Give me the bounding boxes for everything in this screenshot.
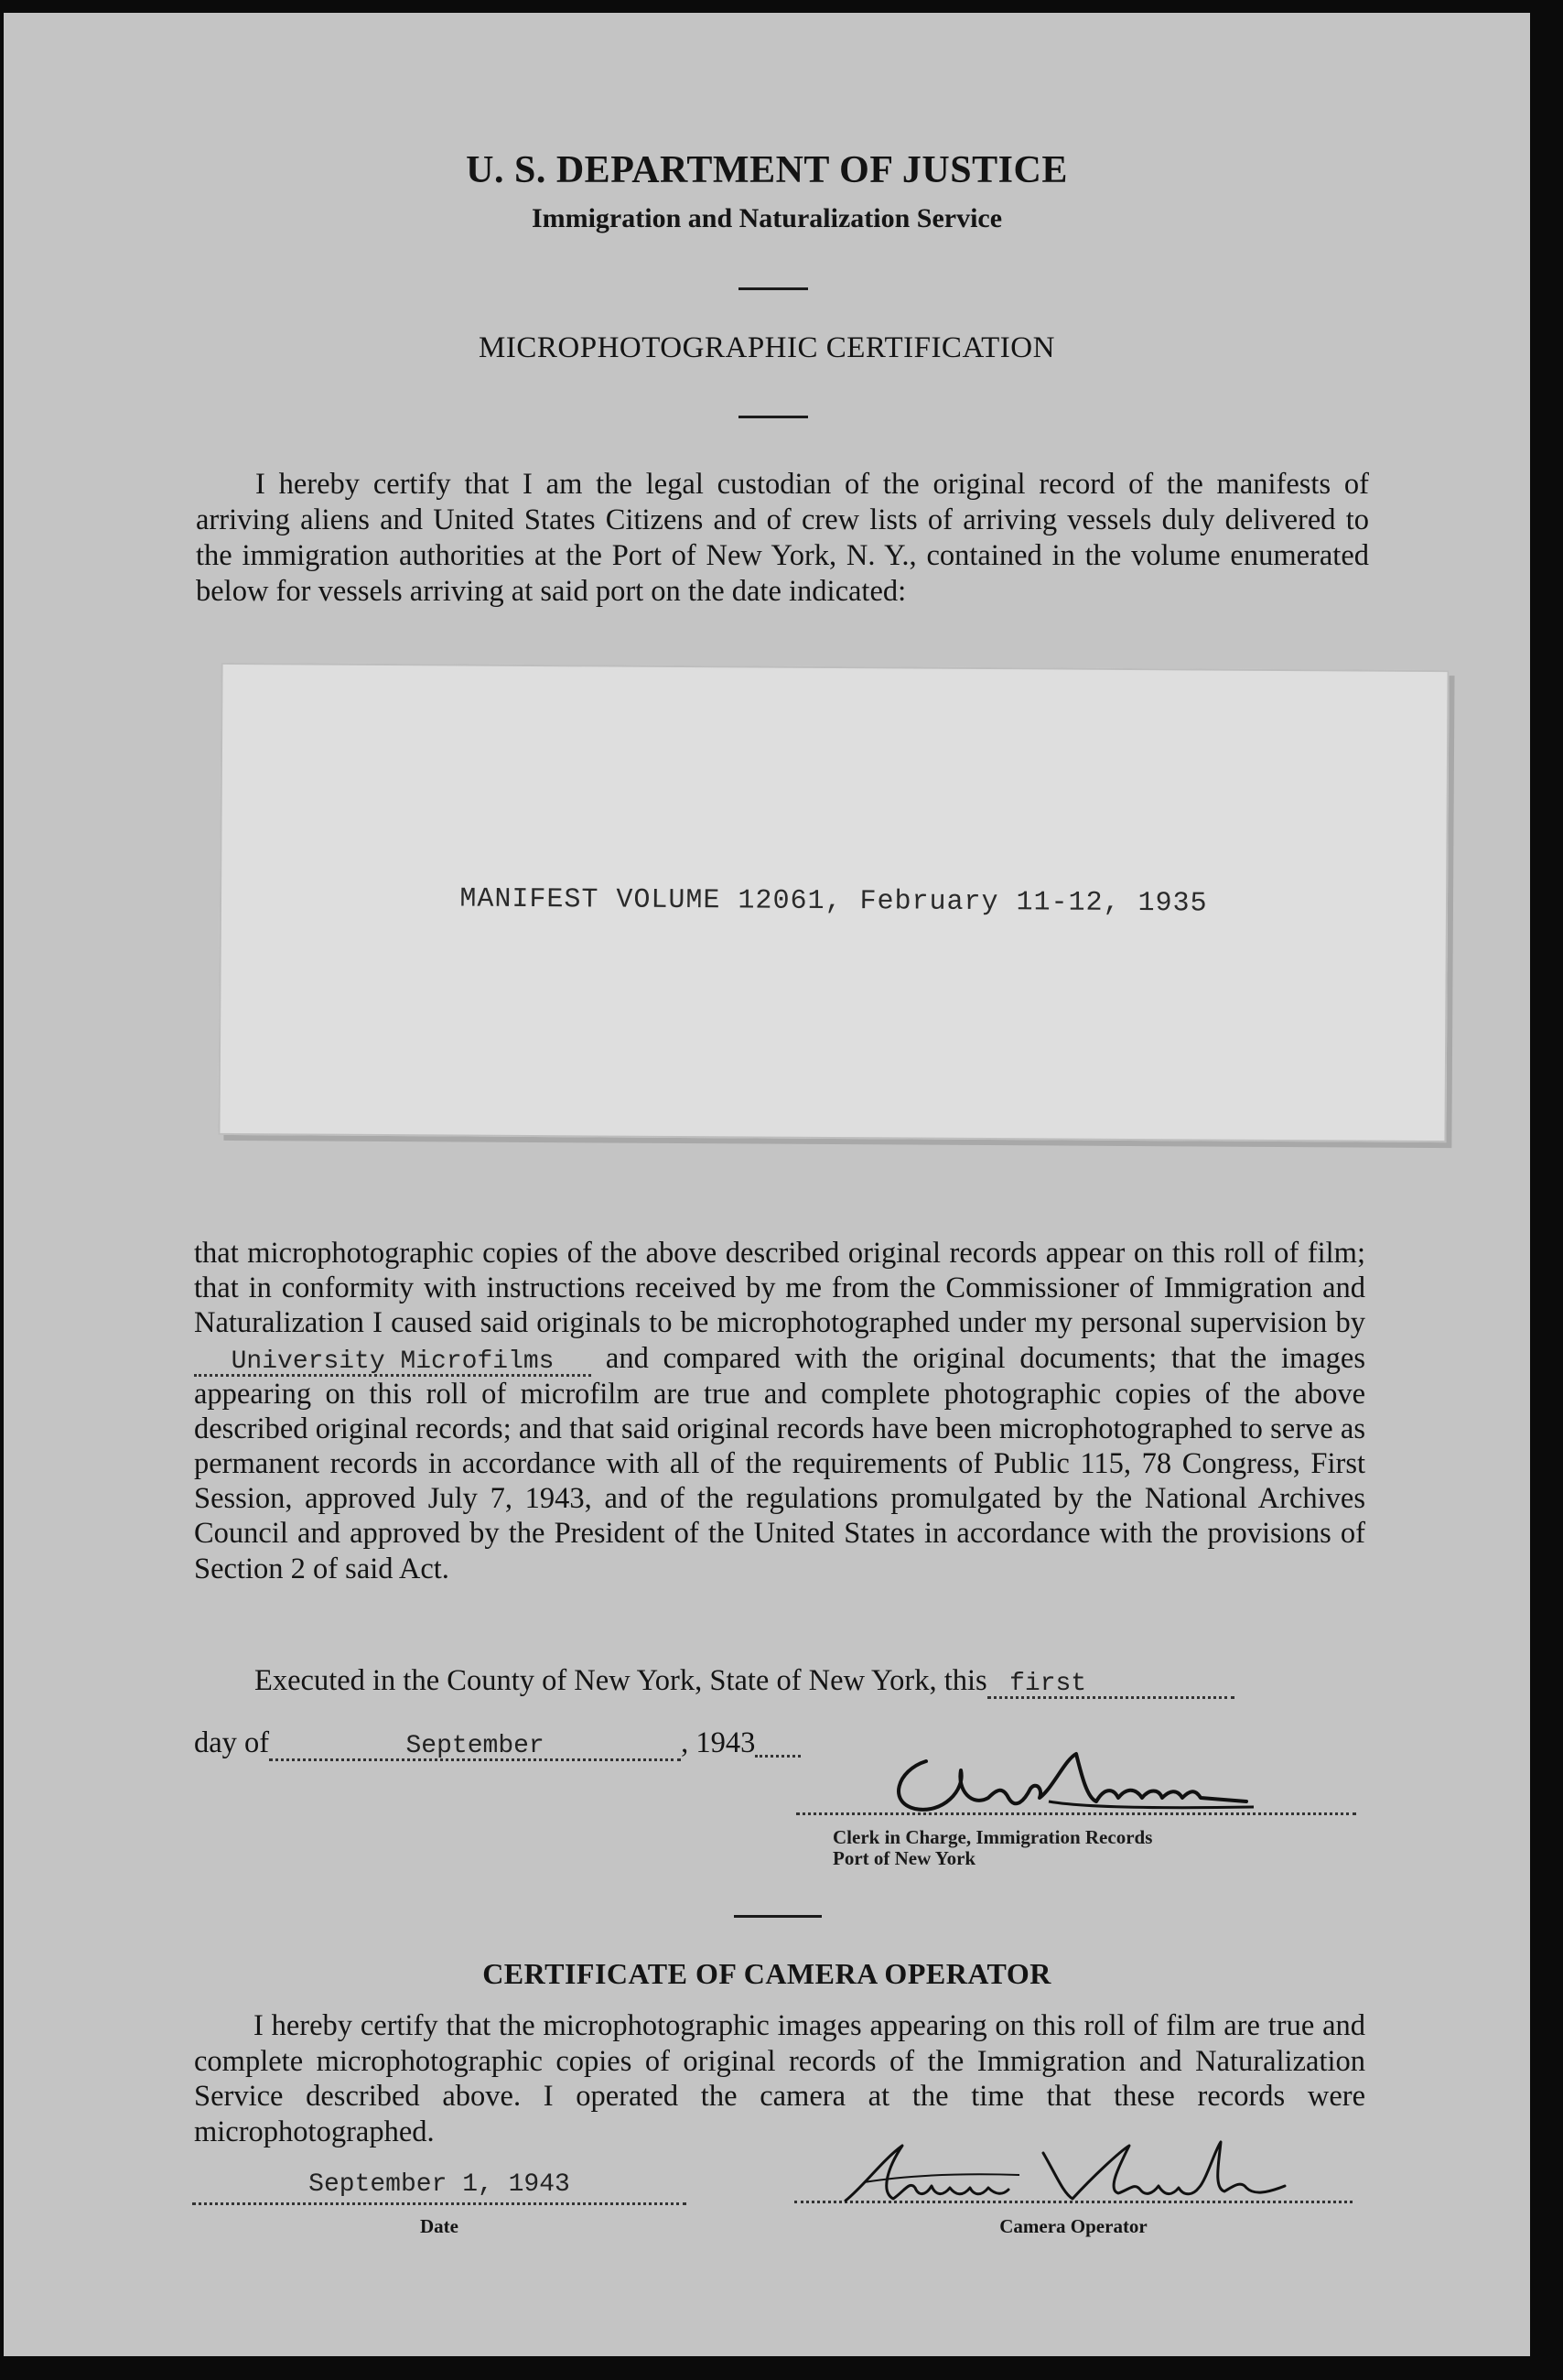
manifest-volume-label: MANIFEST VOLUME 12061, February 11-12, 1935 bbox=[459, 883, 1208, 920]
clerk-title-line1: Clerk in Charge, Immigration Records bbox=[833, 1826, 1153, 1848]
clerk-title-line2: Port of New York bbox=[833, 1847, 976, 1869]
camera-operator-paragraph bbox=[194, 2008, 1365, 2149]
date-label: Date bbox=[420, 2215, 458, 2237]
volume-label-card bbox=[218, 663, 1449, 1142]
executed-day-value: first bbox=[1009, 1670, 1087, 1698]
camera-operator-label: Camera Operator bbox=[999, 2215, 1148, 2237]
custodian-paragraph bbox=[196, 467, 1369, 610]
year-dots bbox=[755, 1731, 801, 1758]
divider-rule bbox=[738, 287, 808, 290]
microfilm-paragraph-text-before: that microphotographic copies of the above described original records appear on this roll of film; that in conformity with instructions received by me from the Commissioner of Immigration and Naturalization I caused said originals to be microphotographed under my personal supervision by bbox=[194, 1237, 1365, 1340]
day-of-prefix: day of bbox=[194, 1726, 270, 1759]
divider-rule bbox=[738, 416, 808, 418]
camera-operator-paragraph-text: I hereby certify that the microphotographic images appearing on this roll of film are true and complete microphotographic copies of original records of the Immigration and Naturalization Service described above. I operated the camera at the time that these records were microphotographed. bbox=[194, 2009, 1365, 2148]
executed-prefix: Executed in the County of New York, State of New York, this bbox=[254, 1664, 987, 1697]
microfilm-paragraph bbox=[194, 1236, 1365, 1586]
camera-operator-title: CERTIFICATE OF CAMERA OPERATOR bbox=[482, 1957, 1051, 1990]
operator-date-field bbox=[192, 2169, 686, 2205]
certification-title: MICROPHOTOGRAPHIC CERTIFICATION bbox=[479, 331, 1055, 364]
certificate-page bbox=[4, 13, 1530, 2356]
custodian-paragraph-text: I hereby certify that I am the legal custodian of the original record of the manifests of arriving aliens and United States Citizens and of crew lists of arriving vessels duly delivered to the immigration authorities at the Port of New York, N. Y., contained in the volume enumerated below for vessels arriving at said port on the date indicated: bbox=[196, 468, 1369, 608]
microfilm-paragraph-text-after: and compared with the original documents; that the images appearing on this roll of microfilm are true and complete photographic copies of the above described original records; and that said original records have been microphotographed to serve as permanent records in accordance with all of the requirements of Public 115, 78 Congress, First Session, approved July 7, 1943, and of the regulations promulgated by the National Archives Council and approved by the President of the United States in accordance with the provisions of Section 2 of said Act. bbox=[194, 1341, 1365, 1585]
executed-day-field bbox=[987, 1669, 1234, 1699]
department-heading: U. S. DEPARTMENT OF JUSTICE bbox=[466, 149, 1068, 191]
executed-line bbox=[254, 1664, 1234, 1699]
executed-month-field bbox=[269, 1731, 681, 1761]
operator-signature bbox=[827, 2135, 1321, 2208]
service-subheading: Immigration and Naturalization Service bbox=[531, 203, 1003, 233]
operator-date-value: September 1, 1943 bbox=[308, 2170, 570, 2199]
microfilm-company-field bbox=[194, 1347, 591, 1377]
executed-month-value: September bbox=[405, 1732, 544, 1760]
day-of-line bbox=[194, 1726, 801, 1761]
clerk-signature bbox=[869, 1734, 1272, 1825]
executed-year-value: , 1943 bbox=[681, 1726, 756, 1759]
microfilm-company-value: University Microfilms bbox=[231, 1347, 555, 1376]
divider-rule bbox=[734, 1915, 822, 1918]
clerk-title bbox=[833, 1827, 1152, 1869]
